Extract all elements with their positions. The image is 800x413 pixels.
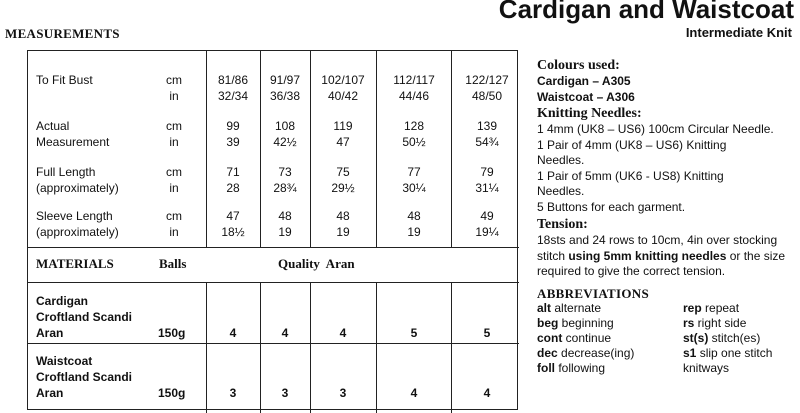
- size-value: 47: [336, 135, 350, 149]
- page-subtitle: Intermediate Knit: [685, 25, 792, 40]
- size-value: 139: [476, 119, 498, 133]
- abbr-term: dec: [537, 346, 558, 360]
- ball-count: 4: [281, 326, 289, 340]
- size-value: 122/127: [465, 73, 509, 87]
- unit-cm: cm: [166, 209, 182, 223]
- abbr-term: alt: [537, 301, 552, 315]
- unit-in: in: [169, 225, 179, 239]
- size-value: 19: [407, 225, 421, 239]
- unit-cm: cm: [166, 119, 182, 133]
- row-label: Sleeve Length: [36, 209, 113, 223]
- divider: [310, 283, 311, 413]
- abbreviation-item: [537, 316, 683, 331]
- abbr-meaning: right side: [694, 316, 747, 330]
- size-value: 39: [226, 135, 240, 149]
- abbreviation-item: [537, 361, 683, 376]
- divider: [206, 283, 207, 413]
- size-value: 91/97: [269, 73, 301, 87]
- unit-in: in: [169, 181, 179, 195]
- size-value: 29½: [331, 181, 355, 195]
- material-name: Croftland Scandi: [36, 370, 133, 384]
- material-name: Croftland Scandi: [36, 310, 133, 324]
- size-value: 40/42: [327, 89, 359, 103]
- abbreviation-item: [537, 331, 683, 346]
- ball-count: 3: [229, 386, 237, 400]
- measurements-heading: MEASUREMENTS: [5, 26, 120, 41]
- row-label: Full Length: [36, 165, 96, 179]
- balls-heading: Balls: [159, 256, 187, 271]
- size-value: 32/34: [217, 89, 249, 103]
- colour-cardigan: Cardigan – A305: [537, 74, 631, 88]
- unit-in: in: [169, 89, 179, 103]
- size-value: 42½: [273, 135, 297, 149]
- abbr-term: s1: [683, 346, 697, 360]
- size-value: 119: [333, 119, 353, 133]
- size-value: 75: [336, 165, 350, 179]
- materials-heading: MATERIALS: [36, 256, 114, 271]
- ball-count: 3: [281, 386, 289, 400]
- divider: [28, 247, 519, 248]
- abbr-meaning: beginning: [558, 316, 614, 330]
- ball-count: 4: [483, 386, 491, 400]
- size-value: 79: [480, 165, 494, 179]
- needle-item: 5 Buttons for each garment.: [537, 199, 686, 214]
- unit-cm: cm: [166, 165, 182, 179]
- size-value: 102/107: [321, 73, 365, 87]
- colours-heading: Colours used:: [537, 58, 620, 73]
- size-value: 99: [226, 119, 240, 133]
- size-value: 108: [274, 119, 296, 133]
- divider: [310, 51, 311, 247]
- unit-cm: cm: [166, 73, 182, 87]
- abbr-meaning: following: [555, 361, 606, 375]
- row-label: (approximately): [36, 225, 119, 239]
- needle-item: 1 Pair of 5mm (UK6 - US8) Knitting Needles.: [537, 168, 724, 198]
- colour-waistcoat: Waistcoat – A306: [537, 89, 635, 104]
- tension-text-c: or the size required to give the correct tension.: [537, 248, 786, 278]
- size-value: 49: [480, 209, 494, 223]
- size-value: 36/38: [269, 89, 301, 103]
- abbreviation-item: [683, 346, 800, 361]
- tension-text-bold: using 5mm knitting needles: [568, 248, 727, 263]
- ball-count: 5: [410, 326, 418, 340]
- abbr-meaning: repeat: [701, 301, 740, 315]
- divider: [451, 283, 452, 413]
- divider: [28, 343, 519, 344]
- needle-item: 1 Pair of 4mm (UK8 – US6) Knitting Needles.: [537, 137, 727, 167]
- divider: [206, 51, 207, 247]
- size-value: 77: [407, 165, 421, 179]
- quality-heading: Quality Aran: [278, 256, 355, 271]
- size-value: 19¼: [475, 225, 499, 239]
- ball-weight: 150g: [158, 326, 186, 340]
- size-value: 28¾: [273, 181, 297, 195]
- size-value: 30¼: [402, 181, 426, 195]
- size-value: 54¾: [475, 135, 499, 149]
- tension-heading: Tension:: [537, 217, 588, 232]
- divider: [451, 51, 452, 247]
- size-value: 112/117: [393, 73, 435, 87]
- abbreviation-item: [683, 301, 800, 316]
- measurements-table: [27, 50, 518, 410]
- abbreviation-item: [537, 301, 683, 316]
- abbr-meaning: knitways: [683, 361, 730, 375]
- ball-count: 4: [229, 326, 237, 340]
- ball-count: 5: [483, 326, 491, 340]
- needles-heading: Knitting Needles:: [537, 106, 642, 121]
- abbreviations-list: [537, 301, 797, 376]
- ball-count: 4: [339, 326, 347, 340]
- size-value: 18½: [221, 225, 245, 239]
- size-value: 48/50: [471, 89, 503, 103]
- abbr-meaning: alternate: [551, 301, 602, 315]
- size-value: 44/46: [398, 89, 430, 103]
- abbreviation-item: [683, 361, 800, 376]
- row-label: Measurement: [36, 135, 110, 149]
- abbr-term: rep: [683, 301, 702, 315]
- size-value: 50½: [402, 135, 426, 149]
- size-value: 19: [336, 225, 350, 239]
- size-value: 48: [407, 209, 421, 223]
- abbr-term: cont: [537, 331, 563, 345]
- abbreviation-item: [683, 316, 800, 331]
- size-value: 19: [278, 225, 292, 239]
- ball-count: 3: [339, 386, 347, 400]
- divider: [376, 283, 377, 413]
- divider: [28, 282, 519, 283]
- row-label: (approximately): [36, 181, 119, 195]
- row-label: Actual: [36, 119, 70, 133]
- size-value: 71: [226, 165, 240, 179]
- abbreviations-heading: ABBREVIATIONS: [537, 285, 650, 301]
- material-name: Aran: [36, 326, 64, 340]
- size-value: 48: [278, 209, 292, 223]
- divider: [376, 51, 377, 247]
- abbr-meaning: slip one stitch: [696, 346, 773, 360]
- abbr-term: beg: [537, 316, 559, 330]
- material-name: Cardigan: [36, 294, 89, 308]
- row-label: To Fit Bust: [36, 73, 93, 87]
- info-column: [537, 58, 797, 376]
- tension-text-a: 18sts and 24 rows to 10cm, 4in over stocking stitch: [537, 233, 778, 263]
- size-value: 31¼: [475, 181, 499, 195]
- tension-text: [537, 233, 787, 280]
- abbr-term: st(s): [683, 331, 709, 345]
- unit-in: in: [169, 135, 179, 149]
- size-value: 47: [226, 209, 240, 223]
- size-value: 81/86: [217, 73, 249, 87]
- abbr-meaning: stitch(es): [708, 331, 761, 345]
- abbr-term: rs: [683, 316, 695, 330]
- size-value: 48: [336, 209, 350, 223]
- ball-weight: 150g: [158, 386, 186, 400]
- page-title: Cardigan and Waistcoat: [498, 0, 794, 24]
- size-value: 128: [403, 119, 425, 133]
- abbreviation-item: [683, 331, 800, 346]
- needle-item: 1 4mm (UK8 – US6) 100cm Circular Needle.: [537, 122, 774, 136]
- abbr-meaning: decrease(ing): [557, 346, 635, 360]
- size-value: 73: [278, 165, 292, 179]
- abbr-term: foll: [537, 361, 555, 375]
- ball-count: 4: [410, 386, 418, 400]
- abbreviation-item: [537, 346, 683, 361]
- material-name: Waistcoat: [36, 354, 93, 368]
- size-value: 28: [226, 181, 240, 195]
- abbr-meaning: continue: [562, 331, 612, 345]
- material-name: Aran: [36, 386, 64, 400]
